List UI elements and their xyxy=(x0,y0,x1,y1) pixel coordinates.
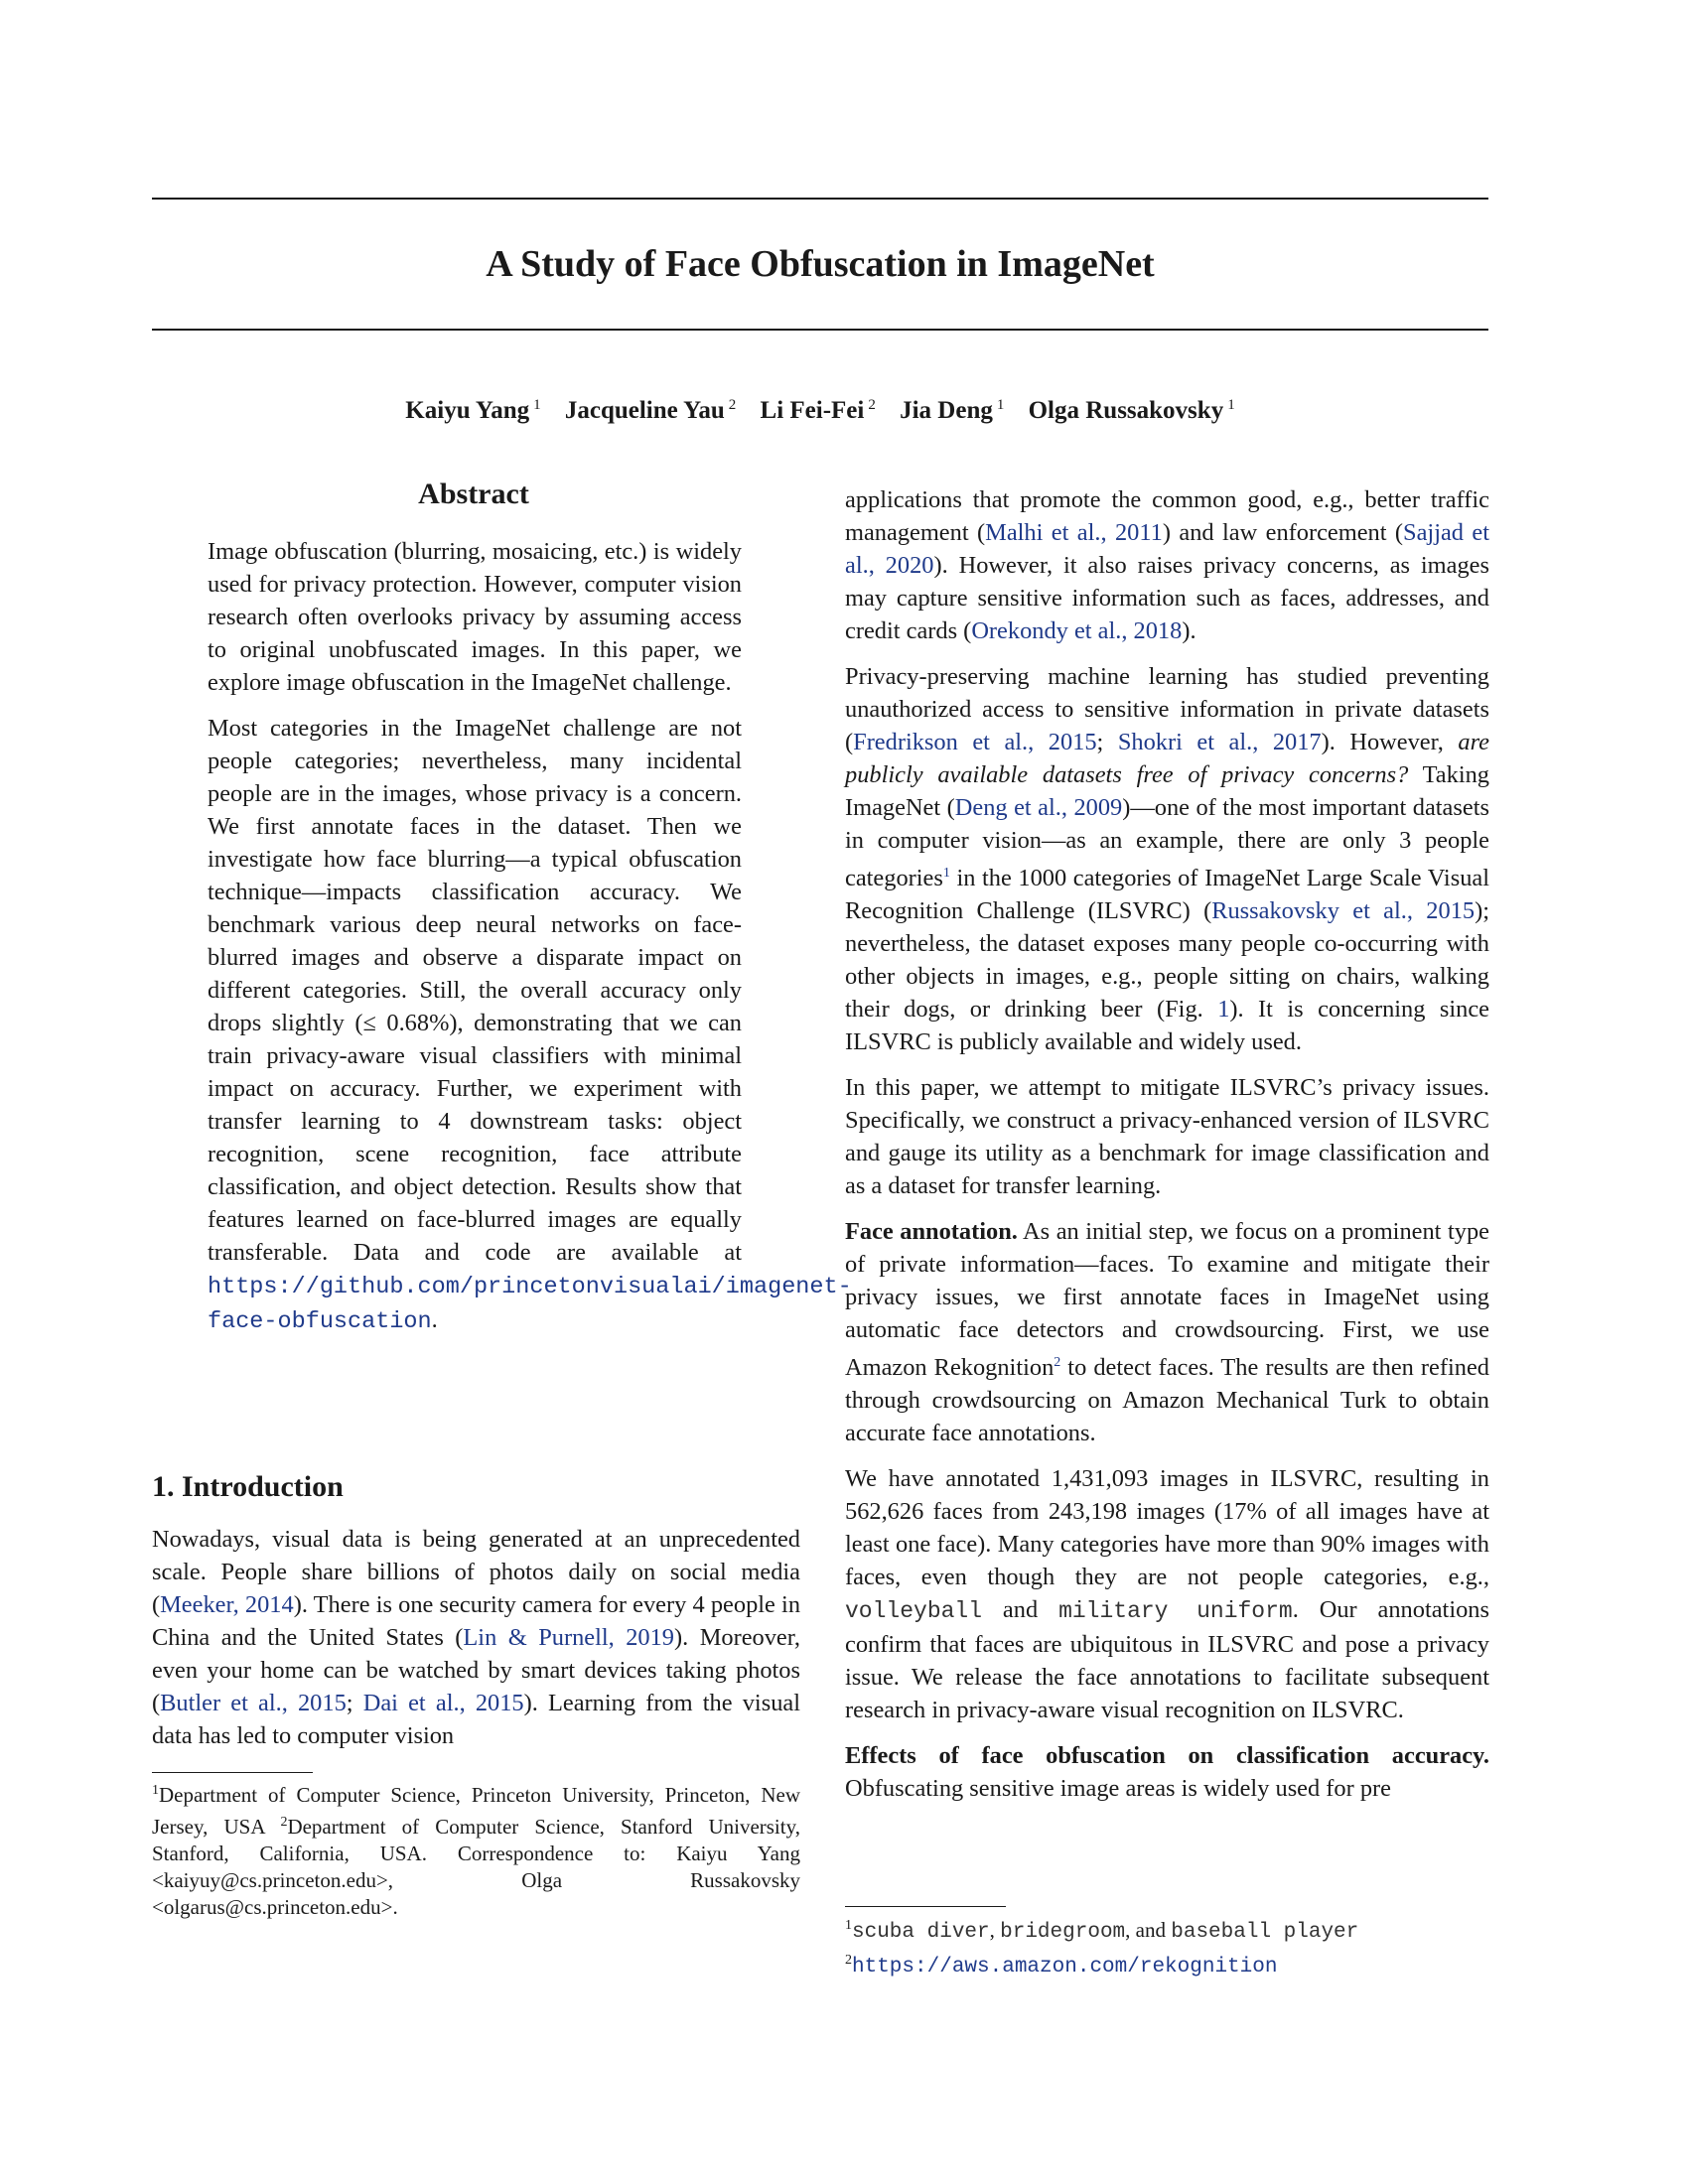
category-name: bridegroom xyxy=(1000,1921,1126,1944)
text-run: ). Learning from the visual data has led to computer vision xyxy=(152,1690,800,1749)
text-run: ) and law enforcement ( xyxy=(1162,519,1404,546)
text-run: Taking ImageNet ( xyxy=(845,761,1489,821)
footnote-rule xyxy=(152,1772,313,1773)
text-run: . Our annotations confirm that faces are ubiquitous in ILSVRC and pose a privacy issue. We release the face annotations to facilitate subsequent research in privacy-aware visual recognition on ILSVRC. xyxy=(845,1596,1489,1724)
citation-link[interactable]: Meeker, 2014 xyxy=(160,1591,294,1618)
introduction-body xyxy=(152,1523,800,1765)
section-heading-introduction: 1. Introduction xyxy=(152,1470,344,1503)
citation-link[interactable]: Butler et al., 2015 xyxy=(160,1690,347,1716)
text-run: )—one of the most important datasets in computer vision—as an example, there are only 3 people categories xyxy=(845,794,1489,892)
footnote-text: Department of Computer Science, Stanford University, Stanford, California, USA. Correspondence to: Kaiyu Yang <kaiyuy@cs.princeton.edu>, Olga Russakovsky <olgarus@cs.princeton.edu>. xyxy=(152,1815,800,1919)
body-paragraph xyxy=(845,483,1489,647)
author-affiliation: 2 xyxy=(868,397,876,413)
text-run: ). However, xyxy=(1321,729,1459,755)
abstract-paragraph xyxy=(208,712,852,1338)
affiliation-footnote xyxy=(152,1777,800,1921)
title-top-rule xyxy=(152,198,1488,200)
footnote-2 xyxy=(845,1947,1489,1981)
author-name: Li Fei-Fei xyxy=(760,397,865,425)
paragraph-run-in-heading: Effects of face obfuscation on classification accuracy. xyxy=(845,1742,1489,1770)
text-run: ; xyxy=(346,1690,363,1716)
author-affiliation: 1 xyxy=(996,397,1005,413)
abstract-text: Most categories in the ImageNet challenge are not people categories; nevertheless, many incidental people are in the images, whose privacy is a concern. We first annotate faces in the dataset. Then we investigate how face blurring—a typical obfuscation technique—impacts classification accuracy. We benchmark various deep neural networks on face-blurred images and observe a disparate impact on different categories. Still, the overall accuracy only drops slightly (≤ 0.68%), demonstrating that we can train privacy-aware visual classifiers with minimal impact on accuracy. Further, we experiment with transfer learning to 4 downstream tasks: object recognition, scene recognition, face attribute classification, and object detection. Results show that features learned on face-blurred images are equally transferable. Data and code are available at xyxy=(208,715,742,1266)
text-run: Nowadays, visual data is being generated at an unprecedented scale. People share billions of photos daily on social media ( xyxy=(152,1526,800,1618)
paragraph-run-in-heading: Face annotation. xyxy=(845,1218,1018,1246)
footnote-text: Department of Computer Science, Princeton University, Princeton, New Jersey, USA xyxy=(152,1783,800,1839)
text-run: Obfuscating sensitive image areas is widely used for pre xyxy=(845,1775,1391,1803)
text-run: ). There is one security camera for every 4 people in China and the United States ( xyxy=(152,1591,801,1651)
author xyxy=(761,397,876,424)
author-name: Jia Deng xyxy=(900,397,993,425)
author-name: Kaiyu Yang xyxy=(405,397,530,425)
body-paragraph: In this paper, we attempt to mitigate ILSVRC’s privacy issues. Specifically, we construct a privacy-enhanced version of ILSVRC and gauge its utility as a benchmark for image classification and as a dataset for transfer learning. xyxy=(845,1074,1489,1200)
footnote-marker: 2 xyxy=(280,1815,288,1830)
rekognition-link[interactable]: https://aws.amazon.com/rekognition xyxy=(852,1956,1278,1979)
text-run: applications that promote the common good, e.g., better traffic management ( xyxy=(845,486,1489,546)
author-name: Olga Russakovsky xyxy=(1028,397,1224,425)
author xyxy=(900,397,1004,424)
text-run: Privacy-preserving machine learning has studied preventing unauthorized access to sensitive information in private datasets ( xyxy=(845,663,1489,755)
abstract-paragraph: Image obfuscation (blurring, mosaicing, etc.) is widely used for privacy protection. However, computer vision research often overlooks privacy by assuming access to original unobfuscated images. In this paper, we explore image obfuscation in the ImageNet challenge. xyxy=(208,538,742,696)
citation-link[interactable]: Sajjad et al., 2020 xyxy=(845,519,1489,579)
text-run: ). Moreover, even your home can be watched by smart devices taking photos ( xyxy=(152,1624,800,1716)
author xyxy=(405,397,540,424)
abstract-text: . xyxy=(431,1306,438,1333)
citation-link[interactable]: Dai et al., 2015 xyxy=(362,1690,524,1716)
text-run: , and xyxy=(1125,1918,1172,1942)
citation-link[interactable]: Lin & Purnell, 2019 xyxy=(463,1624,675,1651)
text-run: ; xyxy=(1096,729,1118,755)
footnote-marker: 1 xyxy=(152,1783,159,1798)
abstract-heading: Abstract xyxy=(418,478,529,510)
category-name: volleyball xyxy=(845,1598,983,1625)
author-affiliation: 1 xyxy=(1227,397,1235,413)
text-run: ). However, it also raises privacy concerns, as images may capture sensitive information such as faces, addresses, and credit cards ( xyxy=(845,552,1489,644)
text-run: and xyxy=(982,1596,1059,1624)
paper-title: A Study of Face Obfuscation in ImageNet xyxy=(486,243,1155,285)
category-name: baseball player xyxy=(1171,1921,1359,1944)
category-name: military uniform xyxy=(1058,1598,1293,1625)
title-bottom-rule xyxy=(152,329,1488,331)
footnote-rule xyxy=(845,1906,1006,1907)
right-column-body xyxy=(845,483,1489,1818)
citation-link[interactable]: Orekondy et al., 2018 xyxy=(971,617,1183,644)
footnote-reference[interactable]: 2 xyxy=(1054,1355,1061,1371)
introduction-paragraph xyxy=(152,1523,800,1752)
footnote-marker: 2 xyxy=(845,1953,852,1968)
text-run: ). xyxy=(1182,617,1196,644)
body-paragraph xyxy=(845,1215,1489,1449)
citation-link[interactable]: Shokri et al., 2017 xyxy=(1117,729,1322,755)
body-paragraph xyxy=(845,660,1489,1058)
code-repository-link[interactable]: https://github.com/princetonvisualai/imagenet-face-obfuscation xyxy=(208,1274,852,1335)
author xyxy=(565,397,736,424)
text-run: ). It is concerning since ILSVRC is publicly available and widely used. xyxy=(845,996,1489,1056)
text-run: We have annotated 1,431,093 images in ILSVRC, resulting in 562,626 faces from 243,198 images (17% of all images have at least one face). Many categories have more than 90% images with faces, even though they are not people categories, e.g., xyxy=(845,1465,1489,1591)
text-run: to detect faces. The results are then refined through crowdsourcing on Amazon Mechanical Turk to obtain accurate face annotations. xyxy=(845,1354,1489,1447)
figure-reference-link[interactable]: 1 xyxy=(1217,996,1230,1024)
text-run: in the 1000 categories of ImageNet Large Scale Visual Recognition Challenge (ILSVRC) ( xyxy=(845,865,1489,925)
body-paragraph xyxy=(845,1739,1489,1805)
abstract-body xyxy=(208,535,852,1351)
text-run: As an initial step, we focus on a prominent type of private information—faces. To examine and mitigate their privacy issues, we first annotate faces in ImageNet using automatic face detectors and crowdsourcing. First, we use Amazon Rekognition xyxy=(845,1218,1489,1382)
author-affiliation: 1 xyxy=(533,397,541,413)
text-run: , xyxy=(989,1918,1001,1942)
footnote-1 xyxy=(845,1912,1489,1947)
author-name: Jacqueline Yau xyxy=(564,397,725,425)
citation-link[interactable]: Fredrikson et al., 2015 xyxy=(853,729,1097,755)
author xyxy=(1029,397,1235,424)
author-affiliation: 2 xyxy=(728,397,737,413)
body-paragraph xyxy=(845,1462,1489,1726)
footnote-marker: 1 xyxy=(845,1918,852,1933)
citation-link[interactable]: Malhi et al., 2011 xyxy=(985,519,1163,546)
citation-link[interactable]: Russakovsky et al., 2015 xyxy=(1211,897,1476,925)
emphasized-question: are publicly available datasets free of privacy concerns? xyxy=(845,729,1489,788)
footnotes xyxy=(845,1912,1489,1981)
text-run: ); nevertheless, the dataset exposes many people co-occurring with other objects in images, e.g., people sitting on chairs, walking their dogs, or drinking beer (Fig. xyxy=(845,897,1489,1024)
footnote-reference[interactable]: 1 xyxy=(942,866,950,881)
author-list xyxy=(152,390,1488,426)
category-name: scuba diver xyxy=(852,1921,990,1944)
citation-link[interactable]: Deng et al., 2009 xyxy=(954,794,1123,821)
